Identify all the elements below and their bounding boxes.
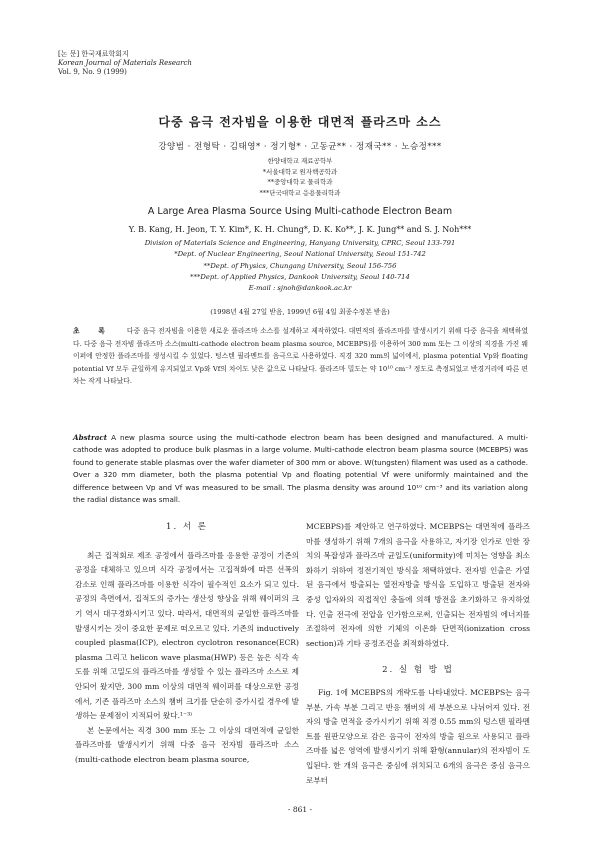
abstract-korean bbox=[73, 325, 528, 388]
abstract-en-label: Abstract bbox=[73, 433, 108, 442]
right-column bbox=[306, 520, 530, 788]
page-number: - 861 - bbox=[287, 805, 313, 814]
section-heading-methods: 2. 실 험 방 법 bbox=[382, 665, 454, 676]
title-korean: 다중 음극 전자빔을 이용한 대면적 플라즈마 소스 bbox=[158, 115, 442, 129]
title-english: A Large Area Plasma Source Using Multi-cathode Electron Beam bbox=[147, 206, 453, 217]
affiliations-korean bbox=[0, 156, 600, 198]
body-paragraph: 본 논문에서는 직경 300 mm 또는 그 이상의 대면적에 균일한 플라즈마를 발생시키기 위해 다중 음극 전자빔 플라즈마 소스(multi-cathode electron beam plasma source, bbox=[75, 725, 299, 764]
journal-name: Korean Journal of Materials Research bbox=[58, 59, 192, 67]
body-paragraph: MCEBPS)를 제안하고 연구하였다. MCEBPS는 대면적에 플라즈마를 생성하기 위해 7개의 음극을 사용하고, 자기장 인가로 인한 장치의 복잡성과 플라즈마 균일도(uniformity)에 미치는 영향을 최소화하기 위하여 정전기적인 방식을 채택하였다. 전자빔 인출은 가열된 음극에서 방출되는 열전자방출 방식을 도입하고 방출된 전자와 중성 입자와의 직접적인 충돌에 의해 방전을 초기화하고 유지하였다. 인출 전극에 전압을 인가함으로써, 인출되는 전자빔의 에너지를 조절하여 전자에 의한 기체의 이온화 단면적(ionization cross section)과 기타 공정조건을 최적화하였다. bbox=[306, 522, 530, 648]
affiliation-ko: ***단국대학교 응용물리학과 bbox=[259, 188, 341, 197]
authors-english: Y. B. Kang, H. Jeon, T. Y. Kim*, K. H. Chung*, D. K. Ko**, J. K. Jung** and S. J. Noh*** bbox=[128, 225, 472, 234]
journal-volume: Vol. 9, No. 9 (1999) bbox=[58, 68, 127, 76]
journal-category: [논 문] 한국재료학회지 bbox=[58, 50, 129, 58]
affiliation-en: *Dept. of Nuclear Engineering, Seoul National University, Seoul 151-742 bbox=[174, 250, 426, 259]
abstract-ko-text: 다중 음극 전자빔을 이용한 새로운 플라즈마 소스를 설계하고 제작하였다. 대면적의 플라즈마를 발생시키기 위해 다중 음극을 채택하였다. 다중 음극 전자빔 플라즈마 소스(multi-cathode electron beam plasma source, MCEBPS)를 이용하여 300 mm 또는 그 이상의 직경을 가진 웨이퍼에 안정한 플라즈마를 생성시킬 수 있었다. 텅스텐 필라멘트를 음극으로 사용하였다. 직경 320 mm의 넓이에서, plasma potential Vp와 floating potential Vf 모두 균일하게 유지되었고 Vp와 Vf의 차이도 낮은 값으로 나타났다. 플라즈마 밀도는 약 10¹⁰ cm⁻³ 정도로 측정되었고 반경거리에 따른 편차는 작게 나타났다. bbox=[73, 327, 529, 385]
abstract-english bbox=[73, 432, 528, 506]
received-dates: (1998년 4월 27일 받음, 1999년 6월 4일 최종수정본 받음) bbox=[210, 308, 390, 316]
body-paragraph: 최근 집적회로 제조 공정에서 플라즈마를 응용한 공정이 기존의 공정을 대체하고 있으며 식각 공정에서는 고집적화에 따른 선폭의 감소로 인해 플라즈마를 이용한 식각이 필수적인 요소가 되고 있다. 공정의 측면에서, 집적도의 증가는 생산성 향상을 위해 웨이퍼의 크기 역시 대구경화시키고 있다. 따라서, 대면적의 균일한 플라즈마를 발생시키는 것이 중요한 문제로 떠오르고 있다. 기존의 inductively coupled plasma(ICP), electron cyclotron resonance(ECR) plasma 그리고 helicon wave plasma(HWP) 등은 높은 식각 속도를 위해 고밀도의 플라즈마를 생성할 수 있는 플라즈마 소스로 제안되어 왔지만, 300 mm 이상의 대면적 웨이퍼를 대상으로한 공정에서, 기존 플라즈마 소스의 챔버 크기를 단순히 증가시킬 경우에 발생하는 문제점이 지적되어 왔다.¹⁻³⁾ bbox=[75, 550, 299, 721]
contact-email: E-mail : sjnoh@dankook.ac.kr bbox=[248, 284, 352, 293]
affiliation-en: Division of Materials Science and Engineering, Hanyang University, CPRC, Seoul 133-791 bbox=[144, 239, 456, 247]
affiliation-ko: **중앙대학교 물리학과 bbox=[267, 178, 333, 186]
left-column bbox=[75, 520, 299, 768]
affiliation-en: ***Dept. of Applied Physics, Dankook University, Seoul 140-714 bbox=[190, 272, 410, 281]
authors-korean: 강양범 · 전형탁 · 김태영* · 정기형* · 고동균** · 정재국** · 노승정*** bbox=[158, 142, 442, 152]
abstract-ko-label: 초 록 bbox=[73, 327, 113, 335]
affiliation-ko: 한양대학교 재료공학부 bbox=[267, 157, 333, 165]
affiliation-ko: *서울대학교 원자핵공학과 bbox=[262, 167, 338, 176]
journal-header bbox=[58, 50, 192, 77]
section-heading-introduction: 1. 서 론 bbox=[166, 522, 208, 532]
affiliation-en: **Dept. of Physics, Chungang University, Seoul 156-756 bbox=[203, 261, 397, 270]
body-paragraph: Fig. 1에 MCEBPS의 개략도를 나타내었다. MCEBPS는 음극 부분, 가속 부분 그리고 반응 챔버의 세 부분으로 나뉘어져 있다. 전자의 방출 면적을 증가시키기 위해 직경 0.55 mm의 텅스텐 필라멘트를 원판모양으로 감은 음극이 전자의 방출 원으로 사용되고 플라즈마를 넓은 영역에 발생시키기 위해 환형(annular)의 전자빔이 도입된다. 한 개의 음극은 중심에 위치되고 6개의 음극은 중심 음극으로부터 bbox=[306, 687, 530, 785]
abstract-en-text: A new plasma source using the multi-cathode electron beam has been designed and manufactured. A multi-cathode was adopted to produce bulk plasmas in a large volume. Multi-cathode electron beam plasma source (MCEBPS) was found to generate stable plasmas over the wafer diameter of 300 mm or above. W(tungsten) filament was used as a cathode. Over a 320 mm diameter, both the plasma potential Vp and floating potential Vf were uniformly maintained and the difference between Vp and Vf was measured to be small. The plasma density was around 10¹⁰ cm⁻³ and its variation along the radial distance was small. bbox=[73, 433, 528, 505]
affiliations-english bbox=[0, 238, 600, 294]
